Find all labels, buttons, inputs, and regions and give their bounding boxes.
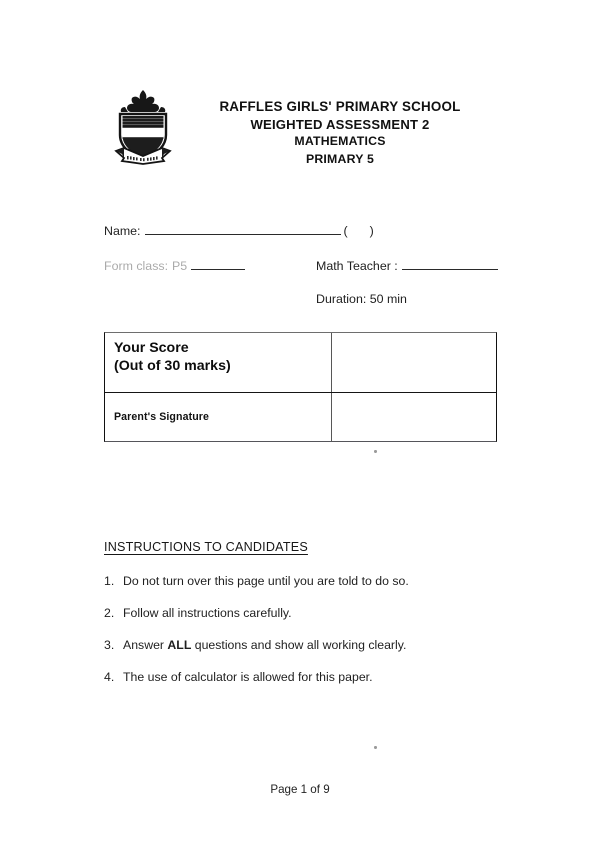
instruction-text-after: questions and show all working clearly. bbox=[191, 638, 407, 652]
form-class-field-row bbox=[104, 259, 248, 273]
score-table-divider bbox=[331, 333, 332, 392]
instruction-text-before: The use of calculator is allowed for this paper. bbox=[123, 670, 373, 684]
school-crest-icon bbox=[104, 86, 182, 170]
instruction-text-before: Do not turn over this page until you are told to do so. bbox=[123, 574, 409, 588]
duration-row bbox=[316, 292, 407, 306]
signature-label-cell bbox=[114, 393, 209, 441]
exam-title: WEIGHTED ASSESSMENT 2 bbox=[250, 116, 430, 132]
index-open-paren: ( bbox=[343, 224, 348, 238]
school-name: RAFFLES GIRLS' PRIMARY SCHOOL bbox=[219, 99, 461, 114]
signature-value-cell[interactable] bbox=[337, 393, 496, 441]
score-label-cell bbox=[114, 333, 231, 398]
name-label: Name: bbox=[104, 224, 141, 238]
exam-level: PRIMARY 5 bbox=[305, 151, 375, 166]
form-class-input[interactable] bbox=[191, 269, 245, 270]
instruction-text-before: Answer bbox=[123, 638, 168, 652]
instruction-text bbox=[123, 606, 292, 620]
scan-speck bbox=[374, 746, 377, 749]
instruction-item bbox=[104, 574, 524, 588]
instruction-number: 3. bbox=[104, 638, 115, 652]
instruction-item bbox=[104, 638, 524, 652]
document-header bbox=[0, 86, 600, 170]
index-close-paren: ) bbox=[369, 224, 374, 238]
instruction-number: 4. bbox=[104, 670, 115, 684]
name-input[interactable] bbox=[145, 234, 341, 235]
instruction-number: 1. bbox=[104, 574, 115, 588]
page-footer bbox=[0, 783, 600, 796]
exam-title-block bbox=[190, 86, 490, 168]
exam-subject: MATHEMATICS bbox=[294, 134, 386, 148]
score-value-cell[interactable] bbox=[337, 333, 496, 392]
signature-table-divider bbox=[331, 393, 332, 441]
page-number: Page 1 of 9 bbox=[270, 783, 330, 796]
score-row bbox=[105, 333, 496, 393]
score-label-line1: Your Score bbox=[114, 340, 189, 356]
instruction-text bbox=[123, 670, 373, 684]
instruction-text bbox=[123, 638, 406, 652]
instruction-emphasis: ALL bbox=[167, 638, 192, 652]
form-class-label: Form class: bbox=[104, 259, 169, 273]
instruction-text-before: Follow all instructions carefully. bbox=[123, 606, 292, 620]
instruction-item bbox=[104, 670, 524, 684]
form-class-value: P5 bbox=[172, 259, 188, 273]
score-label-line2: (Out of 30 marks) bbox=[114, 358, 231, 374]
math-teacher-input[interactable] bbox=[402, 269, 498, 270]
duration-text: Duration: 50 min bbox=[316, 292, 407, 306]
instructions-heading: INSTRUCTIONS TO CANDIDATES bbox=[104, 540, 308, 554]
signature-row bbox=[105, 393, 496, 441]
math-teacher-field-row bbox=[316, 259, 501, 273]
signature-label: Parent's Signature bbox=[114, 411, 209, 423]
instruction-item bbox=[104, 606, 524, 620]
instructions-section bbox=[104, 540, 524, 702]
instruction-number: 2. bbox=[104, 606, 115, 620]
math-teacher-label: Math Teacher : bbox=[316, 259, 398, 273]
instruction-text bbox=[123, 574, 409, 588]
name-field-row bbox=[104, 224, 374, 238]
score-table bbox=[104, 332, 497, 442]
scan-speck bbox=[374, 450, 377, 453]
